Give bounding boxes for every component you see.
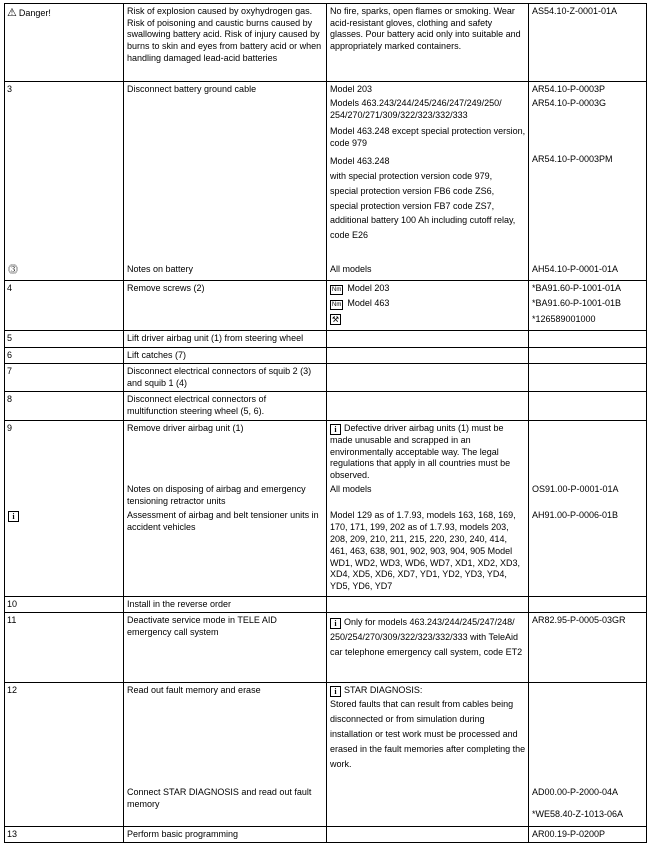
step-action: Disconnect electrical connectors of multifunction steering wheel (5, 6). bbox=[127, 394, 267, 416]
info-icon: i bbox=[330, 686, 341, 697]
step-action: Perform basic programming bbox=[127, 829, 239, 839]
warning-triangle-icon: ⚠ bbox=[7, 7, 17, 19]
step-5-row bbox=[4, 331, 647, 348]
step-action: Lift catches (7) bbox=[127, 350, 187, 360]
special-tool-icon: ⚒ bbox=[331, 315, 340, 324]
info-icon: i bbox=[330, 424, 341, 435]
step-number: 12 bbox=[7, 685, 18, 695]
step-action: Install in the reverse order bbox=[127, 599, 232, 609]
step-number: 3 bbox=[7, 84, 13, 94]
step-12-row bbox=[4, 683, 647, 827]
danger-risk-text: Risk of explosion caused by oxyhydrogen gas. Risk of poisoning and caustic burns caused by swallowing battery acid. Risk of injury caused by burns to skin and eyes from battery acid or when handling damaged lead-acid batteries bbox=[127, 6, 322, 63]
step-action: Connect STAR DIAGNOSIS and read out fault memory bbox=[127, 787, 312, 809]
info-icon: i bbox=[8, 510, 22, 522]
step-action: Notes on disposing of airbag and emergency tensioning retractor units bbox=[127, 484, 306, 506]
step-4-row bbox=[4, 281, 647, 331]
note-icon: ⓷ bbox=[8, 265, 18, 276]
model-text-group: Model 463.248 with special protection version code 979, special protection version FB6 code ZS6, special protection version FB7 code ZS7, additional battery 100 Ah including cutoff relay, code E26 bbox=[330, 156, 516, 241]
step-number: 9 bbox=[7, 423, 13, 433]
step-action: Deactivate service mode in TELE AID emergency call system bbox=[127, 615, 277, 637]
ref-link[interactable]: AH54.10-P-0001-01A bbox=[532, 264, 619, 274]
model-text: Model 203 bbox=[330, 84, 373, 94]
step-number: 7 bbox=[7, 366, 13, 376]
step-action: Disconnect electrical connectors of squib 2 (3) and squib 1 (4) bbox=[127, 366, 312, 388]
ref-link[interactable]: AR82.95-P-0005-03GR bbox=[532, 615, 626, 625]
torque-model-line: Nm Model 203 bbox=[332, 283, 390, 293]
model-text: Models 463.243/244/245/246/247/249/250/ 254/270/271/309/322/323/332/333 bbox=[330, 98, 502, 120]
step-action: Disconnect battery ground cable bbox=[127, 84, 257, 94]
step-number: 10 bbox=[7, 599, 18, 609]
torque-icon: Nm bbox=[332, 287, 342, 293]
step-3-row bbox=[4, 82, 647, 281]
step-7-row bbox=[4, 364, 647, 392]
danger-measures-text: No fire, sparks, open flames or smoking. Wear acid-resistant gloves, clothing and safety glasses. Pour battery acid only into suitable and appropriately marked containers. bbox=[330, 6, 521, 52]
danger-label: ⚠ Danger! bbox=[7, 7, 51, 19]
ref-link[interactable]: AH91.00-P-0006-01B bbox=[532, 510, 619, 520]
step-number: 4 bbox=[7, 283, 13, 293]
ref-link[interactable]: *BA91.60-P-1001-01B bbox=[532, 298, 622, 308]
info-note: Stored faults that can result from cables being disconnected or from simulation during installation or test work must be processed and erased in the fault memories after completing the work. bbox=[330, 699, 526, 770]
note-action: Notes on battery bbox=[127, 264, 194, 274]
ref-link[interactable]: OS91.00-P-0001-01A bbox=[532, 484, 619, 494]
step-number: 6 bbox=[7, 350, 13, 360]
ref-link[interactable]: AD00.00-P-2000-04A bbox=[532, 787, 619, 797]
ref-link[interactable]: *126589001000 bbox=[532, 314, 596, 324]
step-9-row bbox=[4, 421, 647, 597]
step-action: Read out fault memory and erase bbox=[127, 685, 261, 695]
model-text: Model 129 as of 1.7.93, models 163, 168, 169, 170, 171, 199, 202 as of 1.7.93, models 203, 208, 209, 210, 211, 215, 220, 230, 240, 414, 461, 463, 638, 901, 902, 903, 904, 905 Model WD1, WD2, WD3, WD6, WD7, XD1, XD2, XD3, XD4, XD5, XD6, XD7, YD1, YD2, YD3, YD4, YD5, YD6, YD7 bbox=[330, 510, 521, 592]
torque-model-line: Nm Model 463 bbox=[332, 298, 390, 308]
danger-ref-link[interactable]: AS54.10-Z-0001-01A bbox=[532, 6, 618, 16]
note-models: All models bbox=[330, 264, 372, 274]
info-icon: i bbox=[330, 618, 341, 629]
step-10-row bbox=[4, 597, 647, 613]
step-number: 13 bbox=[7, 829, 18, 839]
step-action: Lift driver airbag unit (1) from steering wheel bbox=[127, 333, 304, 343]
step-6-row bbox=[4, 348, 647, 364]
ref-link[interactable]: AR54.10-P-0003G bbox=[532, 98, 607, 108]
model-text: All models bbox=[330, 484, 372, 494]
info-note: i Defective driver airbag units (1) must be made unusable and scrapped in an environmentally acceptable way. The legal regulations that apply in all countries must be observed. bbox=[330, 423, 511, 481]
ref-link[interactable]: *WE58.40-Z-1013-06A bbox=[532, 809, 624, 819]
step-number: 8 bbox=[7, 394, 13, 404]
step-action: Remove screws (2) bbox=[127, 283, 205, 293]
torque-icon: Nm bbox=[332, 302, 342, 308]
model-text: Model 463.248 except special protection version, code 979 bbox=[330, 126, 526, 148]
ref-link[interactable]: AR54.10-P-0003PM bbox=[532, 154, 613, 164]
danger-row bbox=[4, 3, 647, 82]
ref-link[interactable]: AR00.19-P-0200P bbox=[532, 829, 606, 839]
ref-link[interactable]: *BA91.60-P-1001-01A bbox=[532, 283, 622, 293]
step-action: Assessment of airbag and belt tensioner units in accident vehicles bbox=[127, 510, 319, 532]
info-note: i Only for models 463.243/244/245/247/248/ 250/254/270/309/322/323/332/333 with TeleAid car telephone emergency call system, code ET2 bbox=[330, 617, 523, 657]
step-13-row bbox=[4, 827, 647, 843]
step-number: 5 bbox=[7, 333, 13, 343]
step-8-row bbox=[4, 392, 647, 421]
step-action: Remove driver airbag unit (1) bbox=[127, 423, 244, 433]
step-11-row bbox=[4, 613, 647, 683]
ref-link[interactable]: AR54.10-P-0003P bbox=[532, 84, 606, 94]
step-number: 11 bbox=[7, 615, 17, 625]
info-title: i STAR DIAGNOSIS: bbox=[330, 685, 422, 697]
